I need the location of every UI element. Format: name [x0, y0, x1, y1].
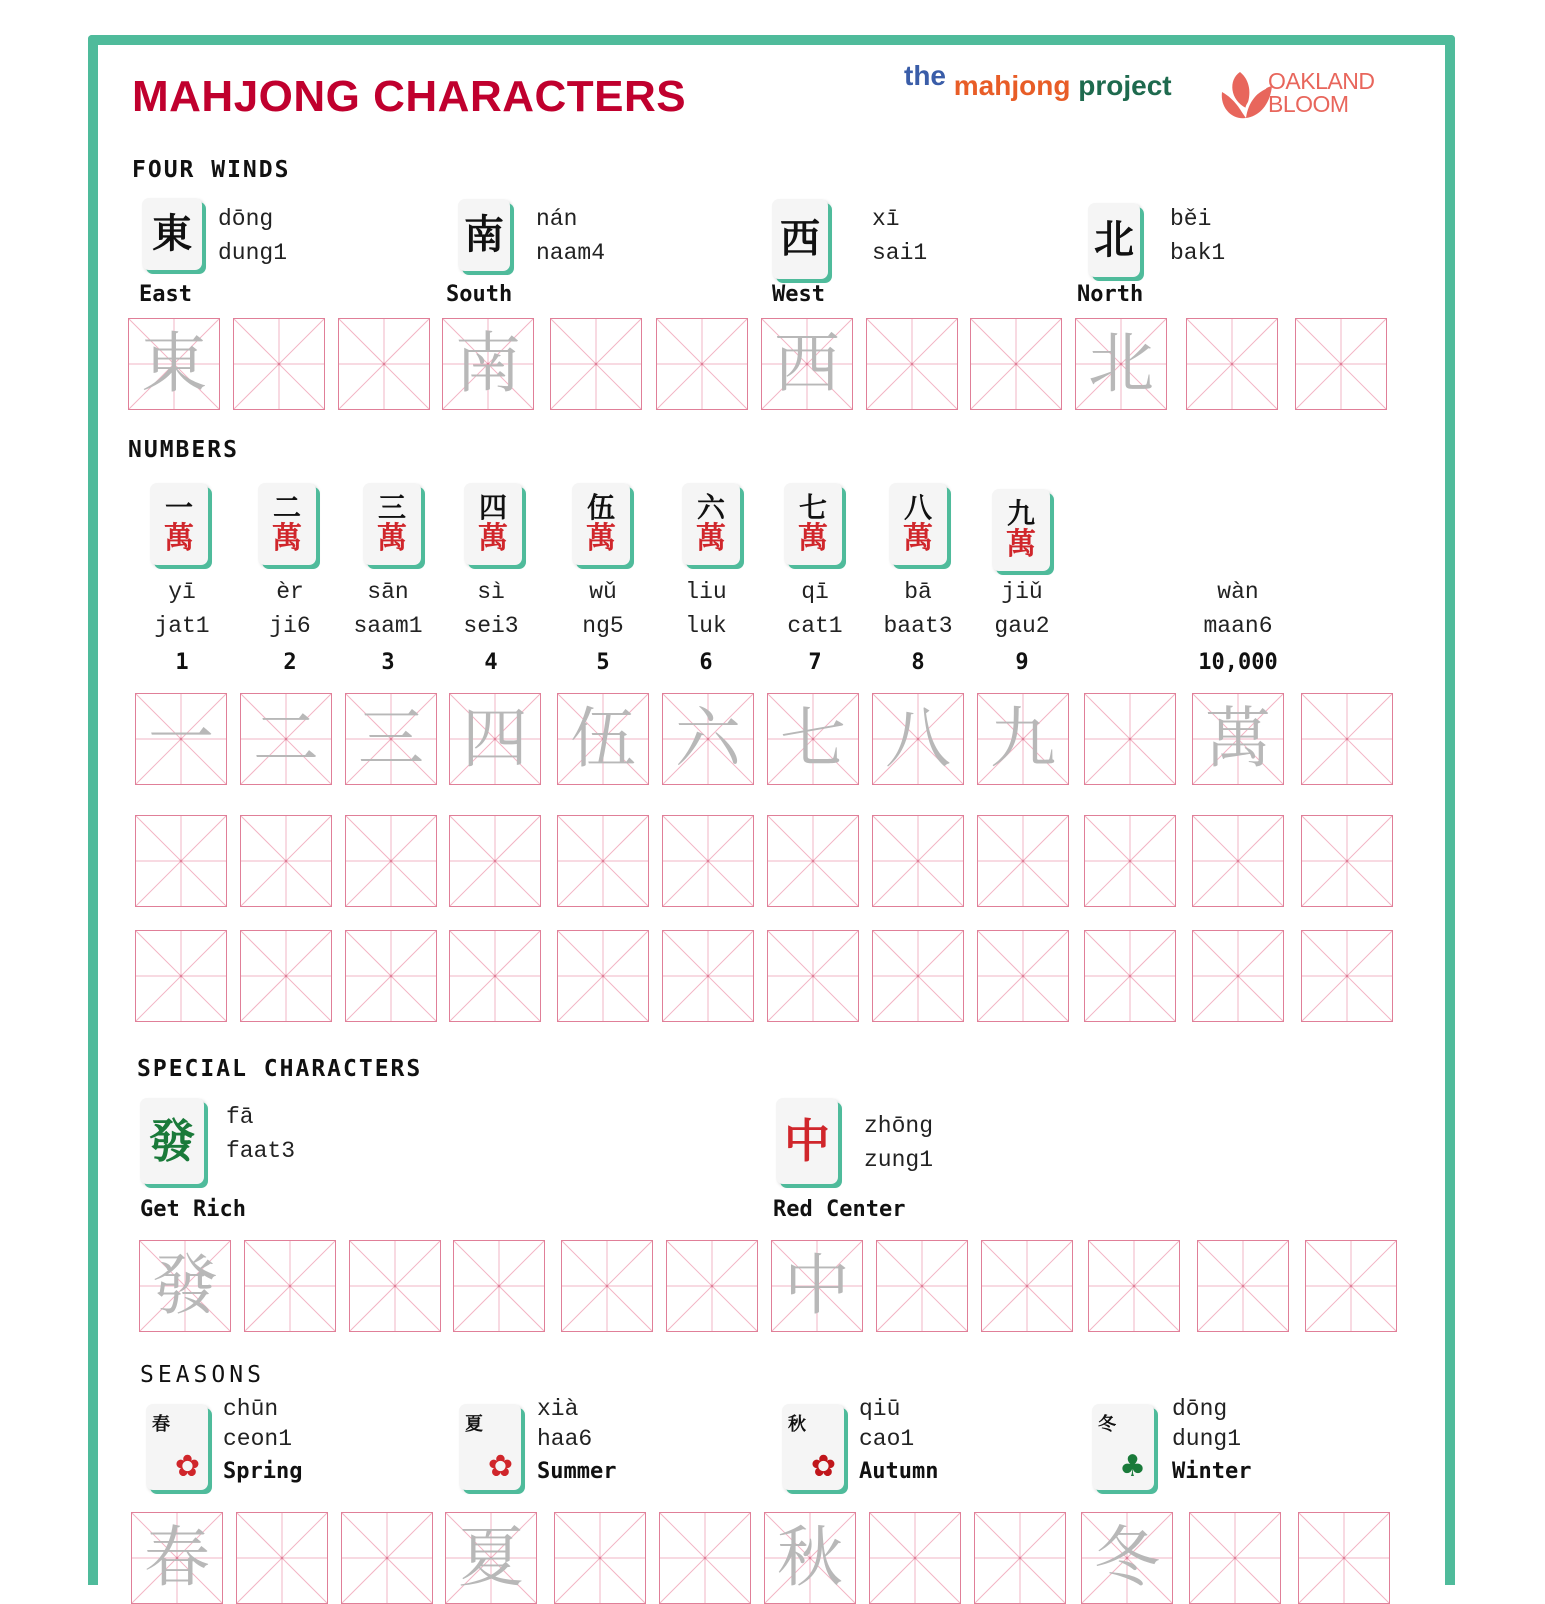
trace-character: 中 — [784, 1247, 850, 1324]
flower-icon: ✿ — [810, 1449, 836, 1484]
tile-number-5 — [572, 483, 630, 565]
tile-number-4 — [464, 483, 522, 565]
trace-character: 冬 — [1094, 1519, 1160, 1596]
jyutping: saam1 — [353, 613, 423, 639]
practice-grid-cell[interactable] — [974, 1512, 1066, 1604]
practice-grid-cell[interactable] — [554, 1512, 646, 1604]
tile-north: 北 — [1088, 203, 1140, 277]
pinyin: jiǔ — [1001, 579, 1043, 605]
practice-grid-cell[interactable] — [1088, 1240, 1180, 1332]
practice-grid-cell[interactable] — [442, 318, 534, 410]
trace-character: 南 — [455, 325, 521, 402]
tile-east: 東 — [142, 198, 202, 270]
english-label: North — [1077, 282, 1144, 307]
english-label: Winter — [1172, 1459, 1252, 1484]
practice-grid-cell[interactable] — [767, 693, 859, 785]
pinyin: dōng — [218, 206, 274, 232]
wan-char: 萬 — [164, 521, 194, 556]
trace-character: 秋 — [777, 1519, 843, 1596]
trace-character — [245, 1241, 335, 1331]
practice-grid-cell[interactable] — [135, 930, 227, 1022]
practice-grid-cell[interactable] — [872, 930, 964, 1022]
number-char: 八 — [903, 491, 932, 524]
pinyin: liu — [685, 579, 727, 605]
english-label: West — [772, 282, 825, 307]
practice-grid-cell[interactable] — [135, 693, 227, 785]
pinyin: qī — [801, 579, 829, 605]
practice-grid-cell[interactable] — [139, 1240, 231, 1332]
jyutping: bak1 — [1170, 240, 1226, 266]
trace-character: 八 — [885, 700, 951, 777]
practice-grid-cell[interactable] — [240, 693, 332, 785]
practice-grid-cell[interactable] — [557, 815, 649, 907]
jyutping: maan6 — [1203, 613, 1273, 639]
pinyin: yī — [168, 579, 196, 605]
jyutping: faat3 — [226, 1138, 296, 1164]
practice-grid-cell[interactable] — [345, 815, 437, 907]
page-title: MAHJONG CHARACTERS — [132, 72, 687, 121]
practice-grid-cell[interactable] — [764, 1512, 856, 1604]
number-value: 1 — [175, 650, 189, 675]
trace-character — [657, 319, 747, 409]
trace-character — [342, 1513, 432, 1603]
wan-char: 萬 — [272, 521, 302, 556]
trace-character — [867, 319, 957, 409]
trace-character — [1198, 1241, 1288, 1331]
practice-grid-cell[interactable] — [1301, 815, 1393, 907]
practice-grid-cell[interactable] — [1295, 318, 1387, 410]
tile-number-2 — [258, 483, 316, 565]
jyutping: luk — [685, 613, 727, 639]
practice-grid-cell[interactable] — [1305, 1240, 1397, 1332]
trace-character: 萬 — [1205, 700, 1271, 777]
trace-character — [237, 1513, 327, 1603]
wan-char: 萬 — [478, 521, 508, 556]
jyutping: ceon1 — [223, 1426, 293, 1452]
wan-char: 萬 — [586, 521, 616, 556]
number-value: 2 — [283, 650, 297, 675]
jyutping: sei3 — [463, 613, 519, 639]
trace-character — [1187, 319, 1277, 409]
trace-character — [241, 816, 331, 906]
practice-grid-cell[interactable] — [1301, 930, 1393, 1022]
trace-character — [1089, 1241, 1179, 1331]
trace-character — [978, 931, 1068, 1021]
trace-character: 六 — [675, 700, 741, 777]
tile-south: 南 — [458, 199, 510, 271]
special-heading: SPECIAL CHARACTERS — [137, 1056, 423, 1082]
practice-grid-cell[interactable] — [341, 1512, 433, 1604]
tile-number-3 — [363, 483, 421, 565]
tile-number-1 — [150, 483, 208, 565]
trace-character — [1302, 816, 1392, 906]
practice-grid-cell[interactable] — [656, 318, 748, 410]
tile-zhong: 中 — [776, 1098, 838, 1184]
tile-season-autumn — [782, 1404, 844, 1490]
jyutping: haa6 — [537, 1426, 593, 1452]
english-label: Red Center — [773, 1197, 906, 1222]
practice-grid-cell[interactable] — [240, 930, 332, 1022]
season-char: 春 — [152, 1414, 170, 1435]
jyutping: dung1 — [1172, 1426, 1242, 1452]
number-char: 四 — [478, 491, 507, 524]
pinyin: èr — [276, 579, 304, 605]
practice-grid-cell[interactable] — [761, 318, 853, 410]
pinyin: běi — [1170, 206, 1212, 232]
trace-character — [663, 931, 753, 1021]
practice-grid-cell[interactable] — [1298, 1512, 1390, 1604]
practice-grid-cell[interactable] — [449, 930, 541, 1022]
trace-character — [663, 816, 753, 906]
seasons-heading: SEASONS — [140, 1362, 265, 1388]
trace-character — [555, 1513, 645, 1603]
flower-icon: ✿ — [487, 1449, 513, 1484]
practice-grid-cell[interactable] — [445, 1512, 537, 1604]
trace-character — [1302, 931, 1392, 1021]
mahjong-project-logo: the mahjong project — [904, 60, 1172, 101]
trace-character — [454, 1241, 544, 1331]
number-value: 7 — [808, 650, 822, 675]
practice-grid-cell[interactable] — [771, 1240, 863, 1332]
practice-grid-cell[interactable] — [659, 1512, 751, 1604]
practice-grid-cell[interactable] — [561, 1240, 653, 1332]
english-label: Autumn — [859, 1459, 939, 1484]
practice-grid-cell[interactable] — [1081, 1512, 1173, 1604]
trace-character — [450, 931, 540, 1021]
practice-grid-cell[interactable] — [453, 1240, 545, 1332]
season-char: 冬 — [1098, 1414, 1116, 1435]
trace-character: 伍 — [570, 700, 636, 777]
trace-character — [877, 1241, 967, 1331]
practice-grid-cell[interactable] — [349, 1240, 441, 1332]
tile-season-winter — [1092, 1404, 1154, 1490]
practice-grid-cell[interactable] — [557, 930, 649, 1022]
pinyin: sān — [367, 579, 409, 605]
practice-grid-cell[interactable] — [345, 693, 437, 785]
number-char: 二 — [272, 491, 301, 524]
practice-grid-cell[interactable] — [338, 318, 430, 410]
practice-grid-cell[interactable] — [869, 1512, 961, 1604]
practice-grid-cell[interactable] — [345, 930, 437, 1022]
jyutping: cao1 — [859, 1426, 915, 1452]
english-label: South — [446, 282, 513, 307]
practice-grid-cell[interactable] — [1084, 693, 1176, 785]
tile-west: 西 — [772, 199, 828, 279]
practice-grid-cell[interactable] — [977, 693, 1069, 785]
wan-char: 萬 — [798, 521, 828, 556]
number-value: 8 — [911, 650, 925, 675]
tile-number-8 — [889, 483, 947, 565]
trace-character: 夏 — [458, 1519, 524, 1596]
jyutping: ng5 — [582, 613, 624, 639]
trace-character — [971, 319, 1061, 409]
pinyin: bā — [904, 579, 932, 605]
number-value: 6 — [699, 650, 713, 675]
pinyin: wǔ — [589, 579, 617, 605]
practice-grid-cell[interactable] — [449, 815, 541, 907]
trace-character — [660, 1513, 750, 1603]
trace-character — [978, 816, 1068, 906]
trace-character — [558, 816, 648, 906]
english-label: Get Rich — [140, 1197, 246, 1222]
trace-character — [1296, 319, 1386, 409]
practice-grid-cell[interactable] — [876, 1240, 968, 1332]
practice-grid-cell[interactable] — [236, 1512, 328, 1604]
practice-grid-cell[interactable] — [449, 693, 541, 785]
pinyin: zhōng — [864, 1113, 934, 1139]
season-char: 夏 — [465, 1414, 483, 1435]
practice-grid-cell[interactable] — [662, 815, 754, 907]
practice-grid-cell[interactable] — [970, 318, 1062, 410]
trace-character — [346, 816, 436, 906]
practice-grid-cell[interactable] — [977, 815, 1069, 907]
practice-grid-cell[interactable] — [981, 1240, 1073, 1332]
practice-grid-cell[interactable] — [1084, 815, 1176, 907]
trace-character — [1085, 694, 1175, 784]
practice-grid-cell[interactable] — [1192, 693, 1284, 785]
tile-season-spring — [146, 1404, 208, 1490]
practice-grid-cell[interactable] — [244, 1240, 336, 1332]
practice-grid-cell[interactable] — [1186, 318, 1278, 410]
flower-icon: ♣ — [1119, 1449, 1146, 1484]
trace-character — [1306, 1241, 1396, 1331]
trace-character — [350, 1241, 440, 1331]
trace-character — [1193, 816, 1283, 906]
practice-grid-cell[interactable] — [767, 930, 859, 1022]
practice-grid-cell[interactable] — [662, 693, 754, 785]
practice-grid-cell[interactable] — [128, 318, 220, 410]
flower-icon: ✿ — [174, 1449, 200, 1484]
tile-fa: 發 — [140, 1098, 204, 1184]
pinyin: xià — [537, 1396, 579, 1422]
wan-char: 萬 — [1006, 527, 1036, 562]
practice-grid-cell[interactable] — [135, 815, 227, 907]
jyutping: sai1 — [872, 240, 928, 266]
number-char: 三 — [377, 491, 406, 524]
trace-character — [241, 931, 331, 1021]
practice-grid-cell[interactable] — [557, 693, 649, 785]
trace-character — [562, 1241, 652, 1331]
trace-character: 九 — [990, 700, 1056, 777]
practice-grid-cell[interactable] — [240, 815, 332, 907]
trace-character — [1299, 1513, 1389, 1603]
jyutping: ji6 — [269, 613, 311, 639]
number-char: 七 — [798, 491, 827, 524]
wan-char: 萬 — [377, 521, 407, 556]
trace-character — [982, 1241, 1072, 1331]
trace-character — [873, 816, 963, 906]
number-value: 4 — [484, 650, 498, 675]
trace-character — [1085, 931, 1175, 1021]
trace-character — [136, 816, 226, 906]
trace-character: 二 — [253, 700, 319, 777]
pinyin: sì — [477, 579, 505, 605]
number-char: 六 — [696, 491, 725, 524]
number-char: 九 — [1006, 497, 1035, 530]
jyutping: naam4 — [536, 240, 606, 266]
trace-character — [870, 1513, 960, 1603]
pinyin: fā — [226, 1104, 254, 1130]
english-label: Summer — [537, 1459, 617, 1484]
jyutping: baat3 — [883, 613, 953, 639]
practice-grid-cell[interactable] — [1301, 693, 1393, 785]
trace-character: 三 — [358, 700, 424, 777]
practice-grid-cell[interactable] — [1197, 1240, 1289, 1332]
pinyin: chūn — [223, 1396, 279, 1422]
practice-grid-cell[interactable] — [550, 318, 642, 410]
practice-grid-cell[interactable] — [1189, 1512, 1281, 1604]
pinyin: nán — [536, 206, 578, 232]
pinyin: qiū — [859, 1396, 901, 1422]
practice-grid-cell[interactable] — [1084, 930, 1176, 1022]
trace-character — [136, 931, 226, 1021]
number-char: 一 — [164, 491, 193, 524]
practice-grid-cell[interactable] — [1192, 815, 1284, 907]
oakland-bloom-logo: OAKLAND BLOOM — [1218, 70, 1393, 122]
trace-character: 七 — [780, 700, 846, 777]
english-label: Spring — [223, 1459, 303, 1484]
jyutping: zung1 — [864, 1147, 934, 1173]
wan-char: 萬 — [696, 521, 726, 556]
trace-character — [1085, 816, 1175, 906]
tile-number-9 — [992, 489, 1050, 571]
wan-char: 萬 — [903, 521, 933, 556]
jyutping: jat1 — [154, 613, 210, 639]
trace-character — [873, 931, 963, 1021]
trace-character — [1302, 694, 1392, 784]
practice-grid-cell[interactable] — [1075, 318, 1167, 410]
trace-character — [339, 319, 429, 409]
trace-character: 春 — [144, 1519, 210, 1596]
practice-grid-cell[interactable] — [662, 930, 754, 1022]
season-char: 秋 — [788, 1414, 806, 1435]
number-value: 5 — [596, 650, 610, 675]
number-value: 10,000 — [1198, 650, 1278, 675]
pinyin: xī — [872, 206, 900, 232]
practice-grid-cell[interactable] — [872, 815, 964, 907]
tile-season-summer — [459, 1404, 521, 1490]
practice-grid-cell[interactable] — [1192, 930, 1284, 1022]
pinyin: dōng — [1172, 1396, 1228, 1422]
trace-character: 發 — [152, 1247, 218, 1324]
trace-character — [768, 816, 858, 906]
number-value: 9 — [1015, 650, 1029, 675]
jyutping: dung1 — [218, 240, 288, 266]
trace-character: 西 — [774, 325, 840, 402]
trace-character: 東 — [141, 325, 207, 402]
practice-grid-cell[interactable] — [977, 930, 1069, 1022]
practice-grid-cell[interactable] — [872, 693, 964, 785]
numbers-heading: NUMBERS — [128, 437, 239, 463]
number-value: 3 — [381, 650, 395, 675]
trace-character — [346, 931, 436, 1021]
practice-grid-cell[interactable] — [767, 815, 859, 907]
practice-grid-cell[interactable] — [131, 1512, 223, 1604]
practice-grid-cell[interactable] — [866, 318, 958, 410]
jyutping: gau2 — [994, 613, 1050, 639]
trace-character — [558, 931, 648, 1021]
trace-character — [450, 816, 540, 906]
jyutping: cat1 — [787, 613, 843, 639]
number-char: 伍 — [586, 491, 615, 524]
tile-number-7 — [784, 483, 842, 565]
trace-character: 一 — [148, 700, 214, 777]
practice-grid-cell[interactable] — [233, 318, 325, 410]
tile-number-6 — [682, 483, 740, 565]
trace-character — [1190, 1513, 1280, 1603]
trace-character — [1193, 931, 1283, 1021]
trace-character — [234, 319, 324, 409]
pinyin: wàn — [1217, 579, 1259, 605]
english-label: East — [139, 282, 192, 307]
trace-character — [768, 931, 858, 1021]
practice-grid-cell[interactable] — [666, 1240, 758, 1332]
trace-character: 四 — [462, 700, 528, 777]
trace-character — [551, 319, 641, 409]
trace-character — [667, 1241, 757, 1331]
trace-character — [975, 1513, 1065, 1603]
four-winds-heading: FOUR WINDS — [132, 157, 291, 183]
trace-character: 北 — [1088, 325, 1154, 402]
